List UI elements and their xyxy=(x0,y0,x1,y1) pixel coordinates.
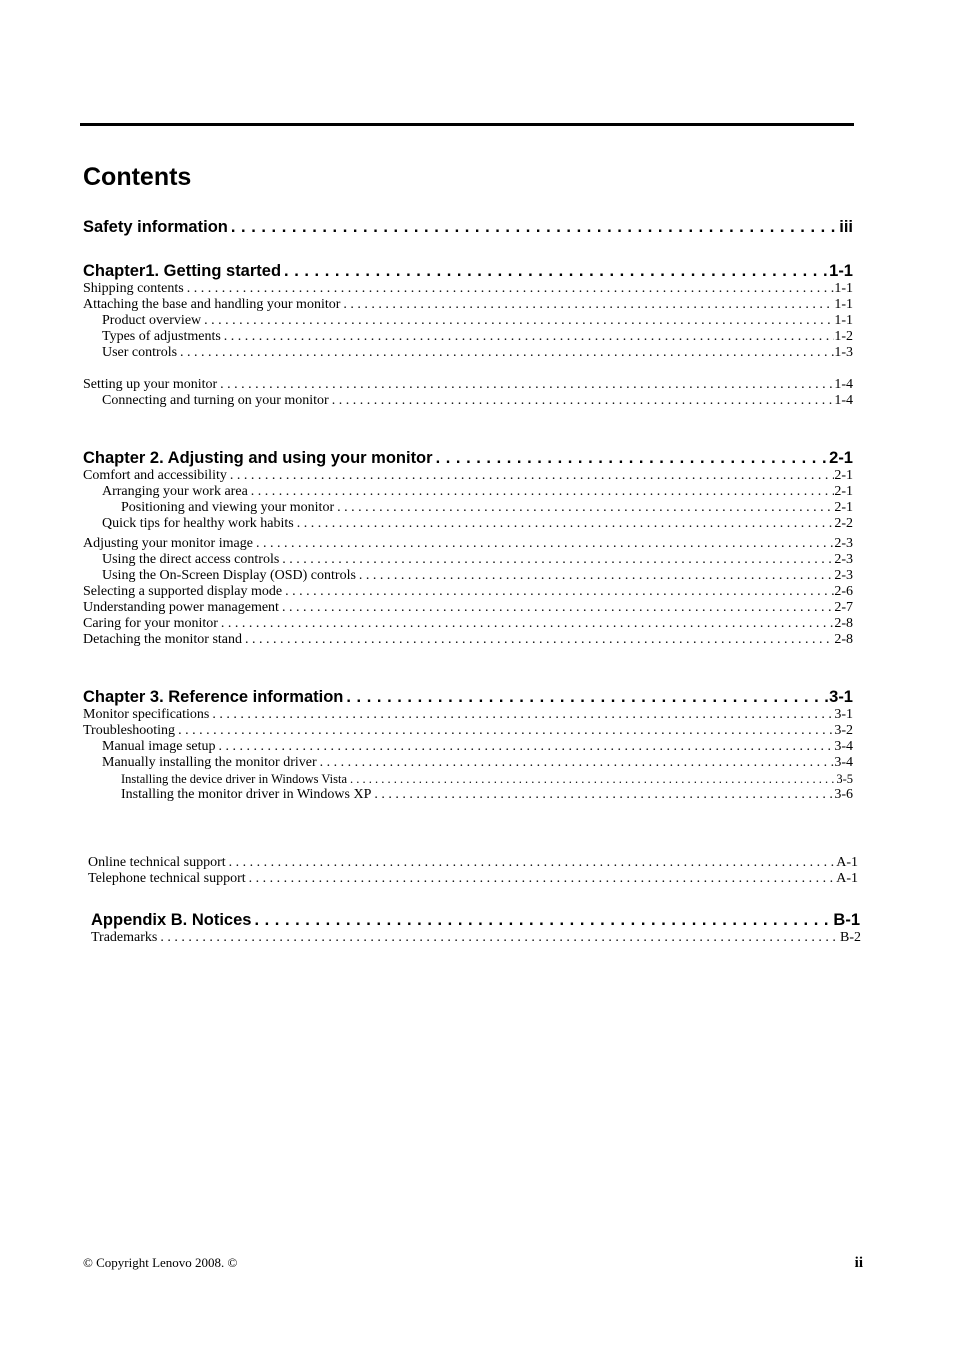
toc-entry[interactable] xyxy=(91,930,861,946)
toc-page-number: 2-2 xyxy=(834,516,853,531)
toc-entry[interactable] xyxy=(102,345,853,361)
toc-label: User controls xyxy=(102,345,178,360)
toc-page-number: B-1 xyxy=(833,911,860,929)
toc-entry[interactable] xyxy=(102,516,853,532)
toc-dot-leader xyxy=(279,552,834,568)
toc-entry[interactable] xyxy=(88,855,858,871)
toc-label: Chapter 2. Adjusting and using your monitor xyxy=(83,449,433,467)
toc-page-number: 2-8 xyxy=(834,632,853,647)
toc-dot-leader xyxy=(209,707,834,723)
toc-heading[interactable] xyxy=(83,260,853,282)
toc-page-number: 2-3 xyxy=(834,536,853,551)
toc-entry[interactable] xyxy=(83,377,853,393)
toc-entry[interactable] xyxy=(83,723,853,739)
toc-dot-leader xyxy=(343,686,829,708)
toc-page-number: 2-8 xyxy=(834,616,853,631)
toc-entry[interactable] xyxy=(83,297,853,313)
toc-dot-leader xyxy=(177,345,834,361)
toc-label: Connecting and turning on your monitor xyxy=(102,393,329,408)
toc-page-number: B-2 xyxy=(840,930,861,945)
toc-dot-leader xyxy=(246,871,837,887)
toc-dot-leader xyxy=(279,600,834,616)
header-rule xyxy=(80,123,854,126)
toc-dot-leader xyxy=(227,468,834,484)
toc-page-number: iii xyxy=(839,218,853,236)
page-title: Contents xyxy=(83,163,192,191)
toc-page-number: 2-1 xyxy=(834,468,853,483)
toc-label: Selecting a supported display mode xyxy=(83,584,283,599)
toc-page-number: 2-3 xyxy=(834,568,853,583)
toc-label: Setting up your monitor xyxy=(83,377,218,392)
toc-page-number: A-1 xyxy=(836,855,858,870)
toc-heading[interactable] xyxy=(91,909,860,931)
toc-label: Telephone technical support xyxy=(88,871,246,886)
toc-label: Troubleshooting xyxy=(83,723,176,738)
toc-label: Monitor specifications xyxy=(83,707,210,722)
toc-entry[interactable] xyxy=(83,600,853,616)
toc-dot-leader xyxy=(433,447,830,469)
footer-page-number: ii xyxy=(854,1255,863,1271)
toc-dot-leader xyxy=(317,755,835,771)
toc-entry[interactable] xyxy=(88,871,858,887)
toc-page-number: 1-1 xyxy=(834,313,853,328)
toc-heading[interactable] xyxy=(83,216,853,238)
toc-entry[interactable] xyxy=(102,568,853,584)
toc-label: Chapter1. Getting started xyxy=(83,262,282,280)
toc-dot-leader xyxy=(242,632,834,648)
toc-label: Using the direct access controls xyxy=(102,552,280,567)
toc-entry[interactable] xyxy=(102,484,853,500)
toc-label: Online technical support xyxy=(88,855,226,870)
toc-label: Adjusting your monitor image xyxy=(83,536,253,551)
toc-dot-leader xyxy=(294,516,835,532)
toc-dot-leader xyxy=(334,500,834,516)
toc-entry[interactable] xyxy=(121,772,853,787)
toc-page-number: 1-2 xyxy=(834,329,853,344)
toc-dot-leader xyxy=(175,723,834,739)
toc-dot-leader xyxy=(184,281,835,297)
toc-label: Manually installing the monitor driver xyxy=(102,755,317,770)
toc-label: Shipping contents xyxy=(83,281,184,296)
toc-entry[interactable] xyxy=(121,500,853,516)
toc-heading[interactable] xyxy=(83,686,853,708)
toc-label: Safety information xyxy=(83,218,228,236)
toc-dot-leader xyxy=(226,855,837,871)
toc-dot-leader xyxy=(248,484,835,500)
toc-page-number: 2-6 xyxy=(834,584,853,599)
toc-dot-leader xyxy=(251,909,833,931)
toc-page-number: 1-1 xyxy=(834,281,853,296)
toc-entry[interactable] xyxy=(102,329,853,345)
toc-label: Understanding power management xyxy=(83,600,279,615)
toc-dot-leader xyxy=(356,568,834,584)
toc-label: Types of adjustments xyxy=(102,329,221,344)
toc-label: Attaching the base and handling your monitor xyxy=(83,297,341,312)
toc-label: Product overview xyxy=(102,313,202,328)
toc-entry[interactable] xyxy=(121,787,853,803)
toc-dot-leader xyxy=(201,313,834,329)
toc-entry[interactable] xyxy=(102,313,853,329)
footer-copyright: © Copyright Lenovo 2008. © xyxy=(83,1255,238,1270)
toc-dot-leader xyxy=(221,329,835,345)
toc-page-number: 3-4 xyxy=(834,755,853,770)
toc-entry[interactable] xyxy=(102,739,853,755)
toc-label: Installing the device driver in Windows Vista xyxy=(121,772,348,786)
toc-dot-leader xyxy=(157,930,840,946)
toc-label: Comfort and accessibility xyxy=(83,468,227,483)
toc-entry[interactable] xyxy=(83,584,853,600)
toc-entry[interactable] xyxy=(83,536,853,552)
toc-page-number: 1-4 xyxy=(834,377,853,392)
toc-label: Chapter 3. Reference information xyxy=(83,688,344,706)
toc-dot-leader xyxy=(217,377,834,393)
toc-label: Arranging your work area xyxy=(102,484,248,499)
toc-page-number: 2-3 xyxy=(834,552,853,567)
toc-page-number: 3-2 xyxy=(834,723,853,738)
toc-entry[interactable] xyxy=(83,281,853,297)
toc-dot-leader xyxy=(340,297,834,313)
toc-dot-leader xyxy=(281,260,829,282)
toc-page-number: 1-4 xyxy=(834,393,853,408)
toc-dot-leader xyxy=(253,536,834,552)
toc-label: Caring for your monitor xyxy=(83,616,218,631)
toc-entry[interactable] xyxy=(83,468,853,484)
toc-page-number: 2-1 xyxy=(834,484,853,499)
toc-dot-leader xyxy=(347,772,836,787)
toc-page-number: 2-7 xyxy=(834,600,853,615)
toc-page-number: 1-1 xyxy=(829,262,853,280)
toc-dot-leader xyxy=(228,216,839,238)
toc-entry[interactable] xyxy=(83,707,853,723)
toc-dot-leader xyxy=(218,616,834,632)
toc-dot-leader xyxy=(282,584,834,600)
toc-dot-leader xyxy=(329,393,835,409)
toc-page-number: 1-1 xyxy=(834,297,853,312)
toc-label: Detaching the monitor stand xyxy=(83,632,243,647)
toc-entry[interactable] xyxy=(102,552,853,568)
toc-label: Trademarks xyxy=(91,930,158,945)
toc-entry[interactable] xyxy=(102,393,853,409)
toc-entry[interactable] xyxy=(102,755,853,771)
toc-page-number: 3-5 xyxy=(836,772,853,786)
toc-page-number: 2-1 xyxy=(834,500,853,515)
toc-entry[interactable] xyxy=(83,632,853,648)
toc-label: Appendix B. Notices xyxy=(91,911,252,929)
toc-dot-leader xyxy=(216,739,835,755)
toc-page-number: 1-3 xyxy=(834,345,853,360)
toc-page-number: 3-6 xyxy=(834,787,853,802)
toc-page-number: 3-1 xyxy=(834,707,853,722)
toc-dot-leader xyxy=(371,787,834,803)
toc-label: Manual image setup xyxy=(102,739,216,754)
toc-page-number: A-1 xyxy=(836,871,858,886)
toc-label: Using the On-Screen Display (OSD) controls xyxy=(102,568,356,583)
toc-page-number: 3-4 xyxy=(834,739,853,754)
toc-label: Positioning and viewing your monitor xyxy=(121,500,335,515)
toc-heading[interactable] xyxy=(83,447,853,469)
toc-page-number: 3-1 xyxy=(829,688,853,706)
toc-label: Quick tips for healthy work habits xyxy=(102,516,294,531)
toc-label: Installing the monitor driver in Windows XP xyxy=(121,787,372,802)
toc-page-number: 2-1 xyxy=(829,449,853,467)
toc-entry[interactable] xyxy=(83,616,853,632)
